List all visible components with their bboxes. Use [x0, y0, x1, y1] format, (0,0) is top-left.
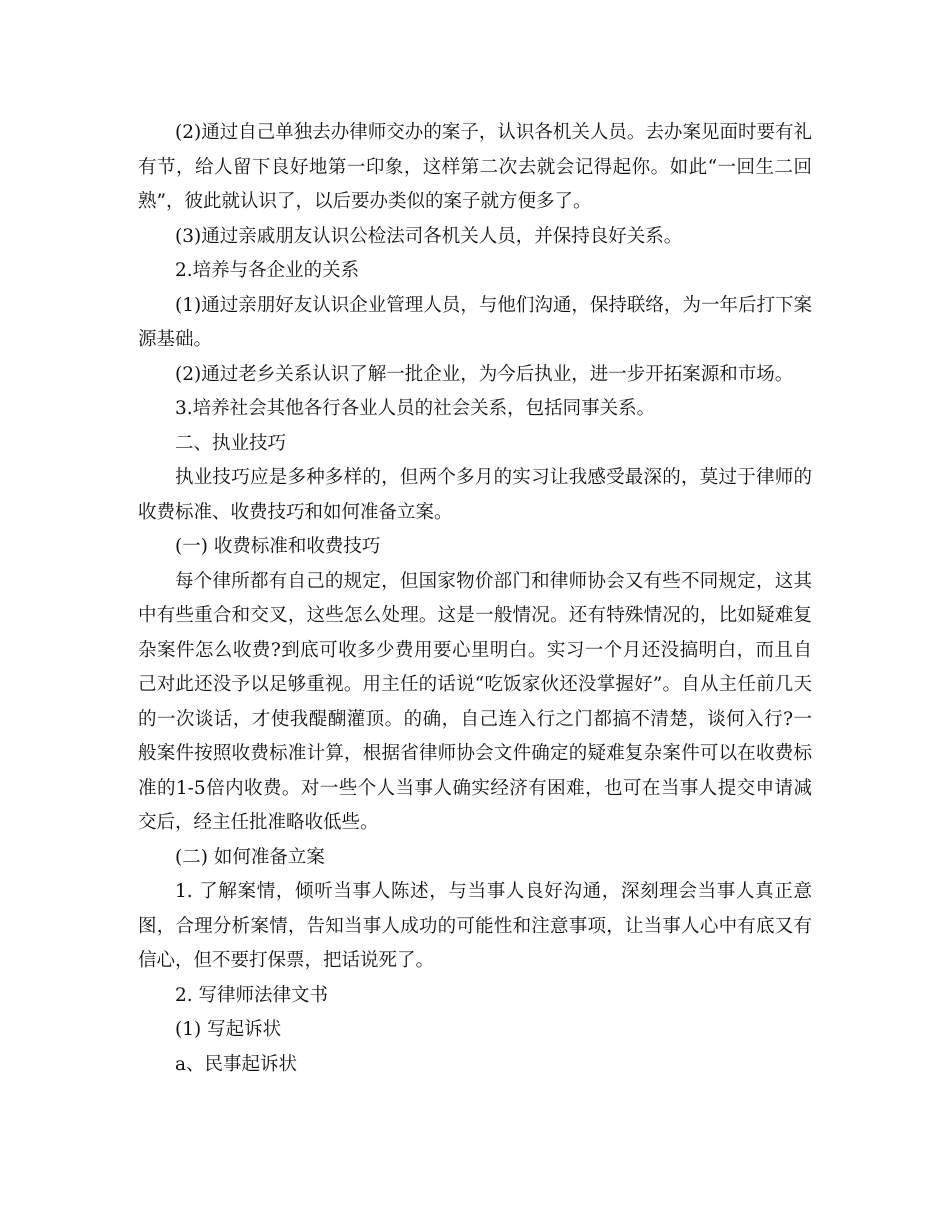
- subsection-heading: (一) 收费标准和收费技巧: [175, 536, 381, 557]
- paragraph: 3.培养社会其他各行各业人员的社会关系，包括同事关系。: [175, 398, 656, 419]
- paragraph: 执业技巧应是多种多样的，但两个多月的实习让我感受最深的，莫过于律师的收费标准、收费技巧和如何准备立案。: [138, 467, 812, 523]
- paragraph: (3)通过亲戚朋友认识公检法司各机关人员，并保持良好关系。: [175, 225, 683, 247]
- section-heading: 二、执业技巧: [175, 432, 287, 454]
- document-body: [138, 116, 812, 1082]
- subsection-heading: (1) 写起诉状: [175, 1019, 282, 1040]
- section-heading: 2.培养与各企业的关系: [175, 260, 360, 281]
- section-heading: 2. 写律师法律文书: [175, 984, 329, 1006]
- paragraph: 1. 了解案情，倾听当事人陈述，与当事人良好沟通，深刻理会当事人真正意图，合理分析案情，告知当事人成功的可能性和注意事项，让当事人心中有底又有信心，但不要打保票，把话说死了。: [138, 881, 812, 971]
- paragraph: (2)通过自己单独去办律师交办的案子，认识各机关人员。去办案见面时要有礼有节，给人留下良好地第一印象，这样第二次去就会记得起你。如此“一回生二回熟”，彼此就认识了，以后要办类似的案子就方便多了。: [138, 122, 812, 212]
- paragraph: (2)通过老乡关系认识了解一批企业，为今后执业，进一步开拓案源和市场。: [175, 363, 794, 385]
- paragraph: (1)通过亲朋好友认识企业管理人员，与他们沟通，保持联络，为一年后打下案源基础。: [138, 294, 812, 350]
- subsection-heading: (二) 如何准备立案: [175, 846, 325, 868]
- paragraph: 每个律所都有自己的规定，但国家物价部门和律师协会又有些不同规定，这其中有些重合和交叉，这些怎么处理。这是一般情况。还有特殊情况的，比如疑难复杂案件怎么收费?到底可收多少费用要心里明白。实习一个月还没搞明白，而且自己对此还没予以足够重视。用主任的话说“吃饭家伙还没掌握好”。自从主任前几天的一次谈话，才使我醍醐灌顶。的确，自己连入行之门都搞不清楚，谈何入行?一般案件按照收费标准计算，根据省律师协会文件确定的疑难复杂案件可以在收费标准的1-5倍内收费。对一些个人当事人确实经济有困难，也可在当事人提交申请减交后，经主任批准略收低些。: [138, 570, 812, 833]
- subsection-heading: a、民事起诉状: [175, 1053, 298, 1075]
